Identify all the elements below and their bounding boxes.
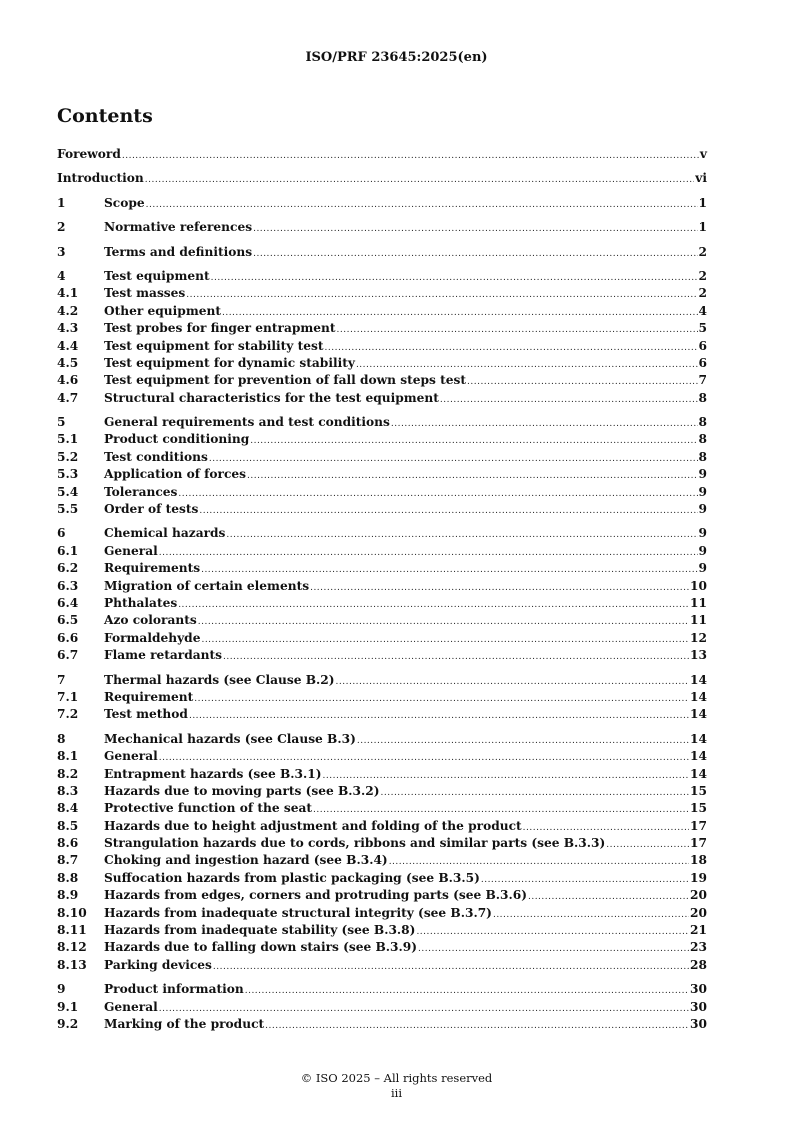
toc-entry[interactable] <box>57 766 707 783</box>
toc-entry[interactable] <box>57 905 707 922</box>
toc-entry[interactable] <box>57 449 707 466</box>
toc-entry-page: 14 <box>690 749 707 764</box>
toc-dot-leader <box>265 1018 689 1035</box>
toc-entry-number: 6.2 <box>57 561 79 576</box>
toc-entry[interactable] <box>57 818 707 835</box>
toc-entry-number: 8.4 <box>57 801 79 816</box>
toc-entry[interactable] <box>57 414 707 431</box>
toc-dot-leader <box>391 416 698 433</box>
toc-dot-leader <box>211 270 698 287</box>
toc-entry[interactable] <box>57 372 707 389</box>
toc-entry-page: 9 <box>698 484 707 499</box>
toc-dot-leader <box>336 674 690 691</box>
toc-entry-title: Marking of the product <box>104 1016 265 1031</box>
toc-entry-title: Hazards due to falling down stairs (see B.3.9) <box>104 940 417 955</box>
toc-dot-leader <box>493 907 689 924</box>
toc-entry[interactable] <box>57 999 707 1016</box>
toc-entry-number: 6.1 <box>57 543 79 558</box>
toc-entry-number: 1 <box>57 195 66 210</box>
toc-entry-page: 8 <box>698 390 707 405</box>
toc-group <box>57 672 707 724</box>
toc-entry-page: 30 <box>690 982 707 997</box>
toc-dot-leader <box>189 708 689 725</box>
toc-entry-title: General <box>104 999 158 1014</box>
toc-entry-page: 8 <box>698 432 707 447</box>
toc-entry-page: 6 <box>698 355 707 370</box>
toc-entry-number: 4.4 <box>57 338 79 353</box>
toc-entry[interactable] <box>57 672 707 689</box>
toc-entry-number: 4 <box>57 268 66 283</box>
toc-entry-page: 4 <box>698 303 707 318</box>
toc-entry-number: 8.10 <box>57 905 87 920</box>
toc-dot-leader <box>606 837 689 854</box>
toc-group <box>57 219 707 236</box>
toc-entry-title: Other equipment <box>104 303 221 318</box>
toc-dot-leader <box>416 924 689 941</box>
toc-dot-leader <box>198 614 689 631</box>
toc-entry-page: 10 <box>690 578 707 593</box>
toc-entry-title: Test equipment for stability test <box>104 338 324 353</box>
toc-entry-title: Flame retardants <box>104 648 222 663</box>
toc-entry-number: 6.5 <box>57 613 79 628</box>
toc-entry-page: vi <box>695 171 707 186</box>
toc-entry-number: 5 <box>57 415 66 430</box>
toc-entry-page: 15 <box>690 783 707 798</box>
toc-entry-number: 6.7 <box>57 648 79 663</box>
toc-entry-title: Normative references <box>104 220 253 235</box>
toc-entry-page: 6 <box>698 338 707 353</box>
toc-entry-title: Requirement <box>104 689 194 704</box>
toc-entry-title: Test equipment for prevention of fall down steps test <box>104 373 466 388</box>
toc-entry-page: 20 <box>690 888 707 903</box>
contents-heading: Contents <box>57 105 153 127</box>
toc-entry-number: 4.2 <box>57 303 79 318</box>
toc-dot-leader <box>247 468 698 485</box>
toc-dot-leader <box>178 486 697 503</box>
toc-dot-leader <box>186 287 697 304</box>
toc-entry-number: 8.13 <box>57 957 87 972</box>
toc-entry[interactable] <box>57 484 707 501</box>
toc-dot-leader <box>357 733 689 750</box>
toc-entry[interactable] <box>57 957 707 974</box>
toc-entry-title: Parking devices <box>104 957 212 972</box>
toc-entry-title: Tolerances <box>104 484 178 499</box>
toc-dot-leader <box>528 889 689 906</box>
toc-dot-leader <box>213 959 689 976</box>
toc-entry-page: 30 <box>690 999 707 1014</box>
toc-group <box>57 981 707 1033</box>
toc-entry-page: 11 <box>690 613 707 628</box>
toc-entry-title: Hazards from inadequate structural integrity (see B.3.7) <box>104 905 492 920</box>
toc-entry[interactable] <box>57 870 707 887</box>
toc-entry-number: 9.2 <box>57 1016 79 1031</box>
toc-entry[interactable] <box>57 431 707 448</box>
toc-dot-leader <box>467 374 698 391</box>
page-number: iii <box>390 1086 403 1100</box>
toc-entry[interactable] <box>57 195 707 212</box>
toc-entry[interactable] <box>57 219 707 236</box>
toc-entry-number: 8.8 <box>57 870 79 885</box>
toc-entry[interactable] <box>57 731 707 748</box>
toc-entry[interactable] <box>57 578 707 595</box>
toc-entry-title: Scope <box>104 195 145 210</box>
toc-entry-page: 9 <box>698 561 707 576</box>
toc-entry[interactable] <box>57 1016 707 1033</box>
toc-entry-number: 6.3 <box>57 578 79 593</box>
toc-entry[interactable] <box>57 355 707 372</box>
toc-group <box>57 244 707 261</box>
toc-entry-title: Strangulation hazards due to cords, ribbons and similar parts (see B.3.3) <box>104 836 606 851</box>
toc-entry-number: 5.5 <box>57 502 79 517</box>
toc-dot-leader <box>226 527 697 544</box>
toc-entry-title: Product information <box>104 982 244 997</box>
toc-entry-page: 8 <box>698 415 707 430</box>
toc-entry-title: Thermal hazards (see Clause B.2) <box>104 672 335 687</box>
toc-entry[interactable] <box>57 922 707 939</box>
toc-entry-page: 1 <box>698 220 707 235</box>
document-header: ISO/PRF 23645:2025(en) <box>305 50 488 65</box>
toc-entry-title: Order of tests <box>104 502 199 517</box>
toc-entry[interactable] <box>57 525 707 542</box>
toc-entry[interactable] <box>57 338 707 355</box>
toc-entry-page: 9 <box>698 526 707 541</box>
toc-entry-page: 23 <box>690 940 707 955</box>
toc-entry[interactable] <box>57 612 707 629</box>
toc-entry-number: 7 <box>57 672 66 687</box>
toc-entry[interactable] <box>57 466 707 483</box>
toc-dot-leader <box>253 221 697 238</box>
toc-dot-leader <box>310 580 689 597</box>
toc-entry[interactable] <box>57 320 707 337</box>
toc-dot-leader <box>122 148 699 165</box>
toc-entry-number: 5.1 <box>57 432 79 447</box>
toc-entry-number: 8.3 <box>57 783 79 798</box>
toc-entry-number: 8.5 <box>57 818 79 833</box>
toc-entry-title: Suffocation hazards from plastic packaging (see B.3.5) <box>104 870 480 885</box>
toc-entry-number: 4.3 <box>57 321 79 336</box>
toc-entry-number: 8.6 <box>57 836 79 851</box>
toc-group <box>57 525 707 664</box>
toc-group <box>57 170 707 187</box>
toc-entry[interactable] <box>57 543 707 560</box>
toc-dot-leader <box>145 172 694 189</box>
toc-entry-page: 17 <box>690 818 707 833</box>
toc-dot-leader <box>381 785 690 802</box>
toc-entry-page: 13 <box>690 648 707 663</box>
toc-entry[interactable] <box>57 501 707 518</box>
toc-group <box>57 146 707 163</box>
toc-group <box>57 268 707 407</box>
toc-entry-title: Protective function of the seat <box>104 801 312 816</box>
toc-entry-number: 5.2 <box>57 449 79 464</box>
toc-dot-leader <box>337 322 698 339</box>
toc-entry-page: 8 <box>698 449 707 464</box>
toc-entry-title: Test equipment for dynamic stability <box>104 355 355 370</box>
toc-dot-leader <box>201 632 689 649</box>
toc-entry-page: 14 <box>690 707 707 722</box>
toc-entry-number: 4.7 <box>57 390 79 405</box>
toc-entry-number: 5.3 <box>57 467 79 482</box>
toc-entry[interactable] <box>57 852 707 869</box>
toc-entry-page: 14 <box>690 672 707 687</box>
toc-entry[interactable] <box>57 783 707 800</box>
toc-entry-number: 4.1 <box>57 286 79 301</box>
toc-entry[interactable] <box>57 706 707 723</box>
toc-entry-page: 7 <box>698 373 707 388</box>
toc-entry[interactable] <box>57 560 707 577</box>
toc-entry-number: 7.1 <box>57 689 79 704</box>
toc-dot-leader <box>253 246 697 263</box>
toc-entry-number: 8.7 <box>57 853 79 868</box>
toc-entry-page: 12 <box>690 630 707 645</box>
toc-entry[interactable] <box>57 303 707 320</box>
toc-entry-title: Introduction <box>57 171 144 186</box>
toc-entry-number: 9 <box>57 982 66 997</box>
toc-entry[interactable] <box>57 835 707 852</box>
toc-entry-number: 8.12 <box>57 940 87 955</box>
toc-entry-title: Terms and definitions <box>104 244 253 259</box>
toc-dot-leader <box>440 392 698 409</box>
toc-entry-title: General <box>104 543 158 558</box>
toc-entry-page: 28 <box>690 957 707 972</box>
toc-entry-page: 14 <box>690 766 707 781</box>
toc-entry-title: Mechanical hazards (see Clause B.3) <box>104 731 356 746</box>
toc-entry-title: Product conditioning <box>104 432 250 447</box>
toc-entry-page: 15 <box>690 801 707 816</box>
toc-entry-title: Test masses <box>104 286 186 301</box>
toc-entry-title: Test conditions <box>104 449 208 464</box>
toc-dot-leader <box>223 649 689 666</box>
toc-entry-title: Structural characteristics for the test equipment <box>104 390 439 405</box>
toc-entry[interactable] <box>57 689 707 706</box>
toc-entry[interactable] <box>57 939 707 956</box>
toc-entry-page: 14 <box>690 689 707 704</box>
toc-entry[interactable] <box>57 268 707 285</box>
toc-entry-number: 6 <box>57 526 66 541</box>
toc-entry[interactable] <box>57 244 707 261</box>
toc-entry-title: Migration of certain elements <box>104 578 310 593</box>
toc-entry-number: 4.5 <box>57 355 79 370</box>
toc-entry[interactable] <box>57 630 707 647</box>
toc-entry-title: Hazards due to moving parts (see B.3.2) <box>104 783 380 798</box>
toc-entry-page: 30 <box>690 1016 707 1031</box>
toc-entry-page: 11 <box>690 595 707 610</box>
toc-entry[interactable] <box>57 800 707 817</box>
toc-entry[interactable] <box>57 146 707 163</box>
toc-entry-page: 2 <box>698 268 707 283</box>
toc-group <box>57 731 707 974</box>
toc-entry-title: General <box>104 749 158 764</box>
toc-dot-leader <box>199 503 697 520</box>
toc-entry-number: 8.1 <box>57 749 79 764</box>
toc-entry-number: 6.6 <box>57 630 79 645</box>
toc-entry-page: 9 <box>698 502 707 517</box>
toc-entry-page: 19 <box>690 870 707 885</box>
toc-entry-number: 8.11 <box>57 923 87 938</box>
toc-entry-number: 3 <box>57 244 66 259</box>
toc-entry-title: Entrapment hazards (see B.3.1) <box>104 766 322 781</box>
toc-dot-leader <box>325 340 698 357</box>
toc-entry-title: Application of forces <box>104 467 247 482</box>
toc-entry[interactable] <box>57 170 707 187</box>
toc-entry-title: Requirements <box>104 561 201 576</box>
toc-dot-leader <box>159 545 698 562</box>
toc-entry-page: 5 <box>698 321 707 336</box>
toc-entry-number: 4.6 <box>57 373 79 388</box>
toc-entry-title: General requirements and test conditions <box>104 415 390 430</box>
toc-entry-number: 6.4 <box>57 595 79 610</box>
toc-entry-title: Hazards from edges, corners and protruding parts (see B.3.6) <box>104 888 527 903</box>
toc-entry[interactable] <box>57 390 707 407</box>
toc-entry-title: Choking and ingestion hazard (see B.3.4) <box>104 853 388 868</box>
toc-group <box>57 414 707 518</box>
toc-entry-title: Hazards from inadequate stability (see B.3.8) <box>104 923 416 938</box>
toc-entry[interactable] <box>57 285 707 302</box>
toc-entry-title: Chemical hazards <box>104 526 226 541</box>
toc-entry-title: Hazards due to height adjustment and folding of the product <box>104 818 522 833</box>
toc-entry-page: 17 <box>690 836 707 851</box>
toc-entry-page: 2 <box>698 244 707 259</box>
page-footer <box>0 1071 793 1101</box>
toc-entry-page: 21 <box>690 923 707 938</box>
toc-entry[interactable] <box>57 748 707 765</box>
toc-dot-leader <box>245 983 689 1000</box>
toc-entry-number: 2 <box>57 220 66 235</box>
toc-entry-number: 7.2 <box>57 707 79 722</box>
toc-entry-page: 1 <box>698 195 707 210</box>
toc-entry-page: v <box>699 147 707 161</box>
toc-entry-title: Phthalates <box>104 595 178 610</box>
toc-dot-leader <box>209 451 698 468</box>
toc-entry-number: 8.2 <box>57 766 79 781</box>
toc-entry-page: 14 <box>690 731 707 746</box>
toc-entry-title: Azo colorants <box>104 613 197 628</box>
toc-entry[interactable] <box>57 981 707 998</box>
toc-entry-title: Foreword <box>57 147 121 161</box>
table-of-contents <box>57 146 707 1033</box>
toc-entry[interactable] <box>57 887 707 904</box>
toc-entry-number: 8 <box>57 731 66 746</box>
toc-dot-leader <box>178 597 689 614</box>
toc-group <box>57 195 707 212</box>
toc-dot-leader <box>250 433 697 450</box>
toc-entry-page: 20 <box>690 905 707 920</box>
toc-entry[interactable] <box>57 647 707 664</box>
toc-entry-title: Test method <box>104 707 188 722</box>
toc-entry-title: Test probes for finger entrapment <box>104 321 336 336</box>
toc-entry-title: Formaldehyde <box>104 630 201 645</box>
toc-entry-page: 9 <box>698 467 707 482</box>
toc-entry-title: Test equipment <box>104 268 210 283</box>
toc-dot-leader <box>418 941 689 958</box>
toc-entry-number: 9.1 <box>57 999 79 1014</box>
toc-entry-page: 2 <box>698 286 707 301</box>
toc-dot-leader <box>194 691 689 708</box>
toc-entry-page: 18 <box>690 853 707 868</box>
toc-dot-leader <box>146 197 698 214</box>
toc-entry-number: 5.4 <box>57 484 79 499</box>
toc-entry-number: 8.9 <box>57 888 79 903</box>
toc-entry[interactable] <box>57 595 707 612</box>
toc-entry-page: 9 <box>698 543 707 558</box>
copyright-notice: © ISO 2025 – All rights reserved <box>300 1071 493 1085</box>
